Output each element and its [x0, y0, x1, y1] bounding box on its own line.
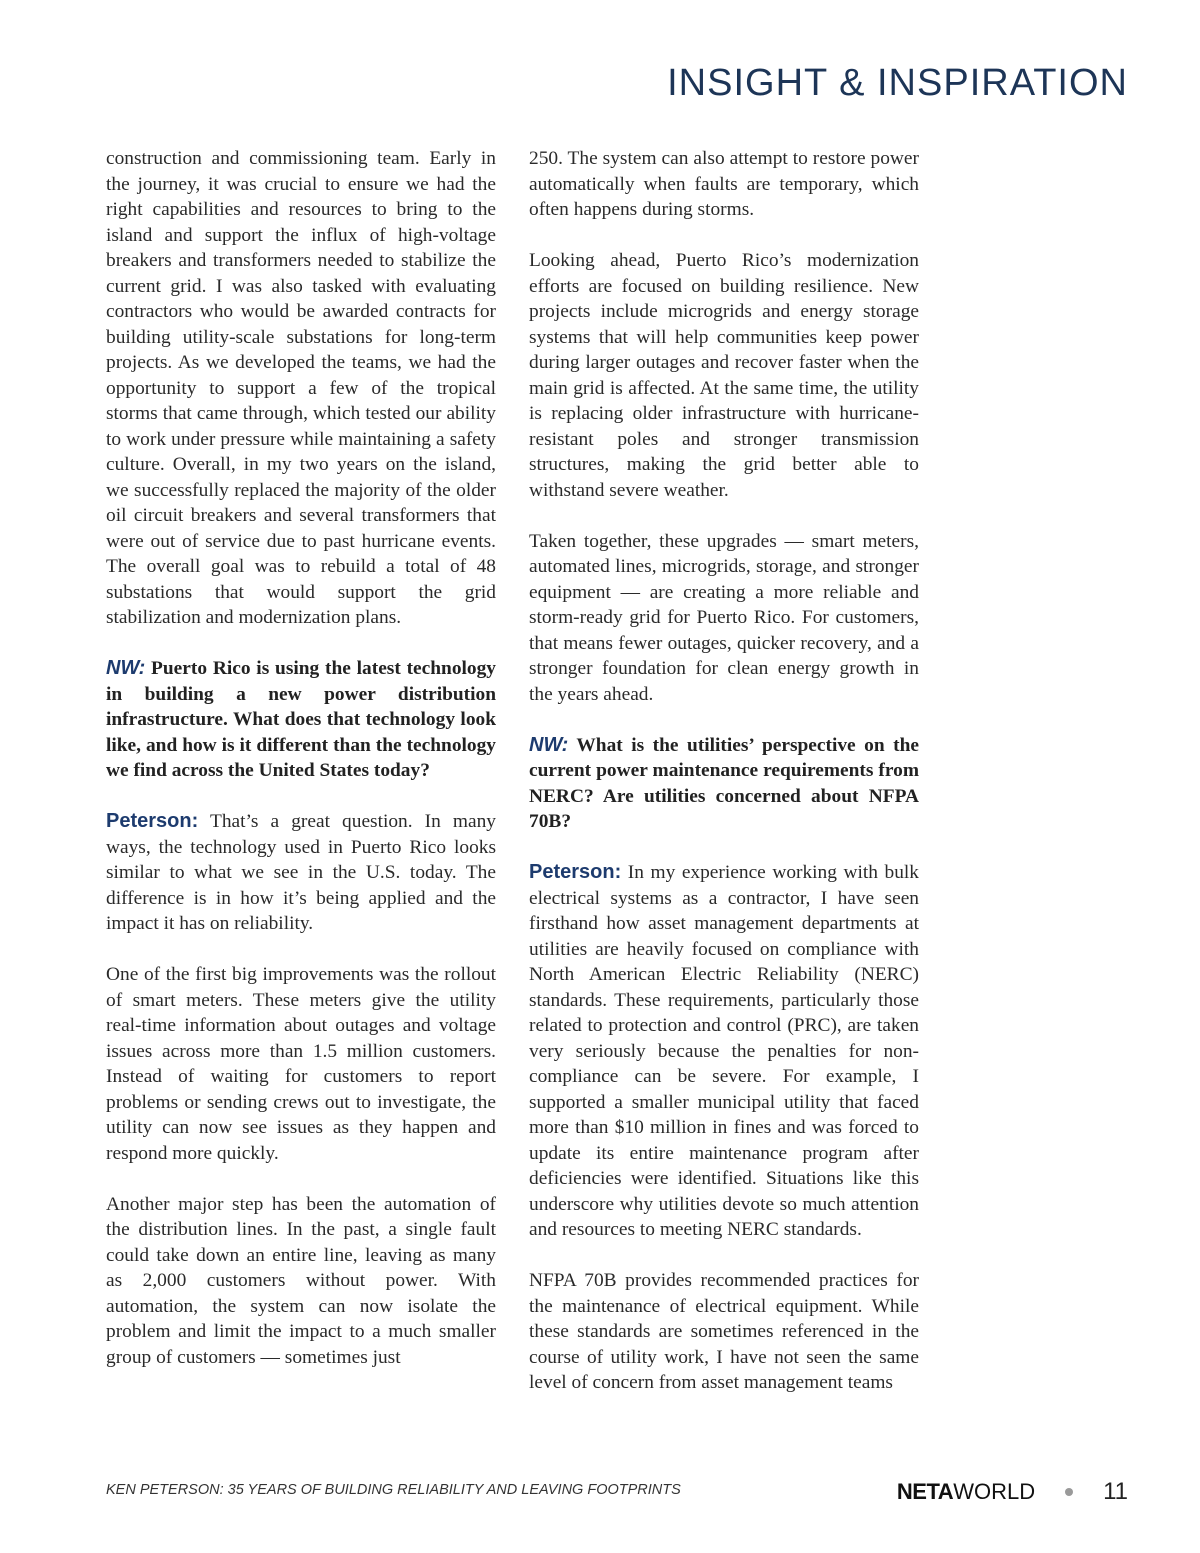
- answer-text: In my experience working with bulk electrical systems as a contractor, I have seen firsthand how asset management departments at utilities are heavily focused on compliance with North American Electric Reliability (NERC) standards. These requirements, particularly those related to protection and control (PRC), are taken very seriously because the penalties for non-compliance can be severe. For example, I supported a smaller municipal utility that faced more than $10 million in fines and was forced to update its entire maintenance program after deficiencies were identified. Situations like this underscore why utilities devote so much attention and resources to meeting NERC standards.: [529, 862, 919, 1240]
- answer-text: That’s a great question. In many ways, the technology used in Puerto Rico looks similar to what we see in the U.S. today. The difference is in how it’s being applied and the impact it has on reliability.: [106, 811, 496, 934]
- page-number: 11: [1103, 1478, 1128, 1505]
- brand-name-light: WORLD: [953, 1479, 1036, 1504]
- paragraph: Another major step has been the automation of the distribution lines. In the past, a single fault could take down an entire line, leaving as many as 2,000 customers without power. With automation, the system can now isolate the problem and limit the impact to a much smaller group of customers — sometimes just: [106, 1193, 496, 1368]
- paragraph: NFPA 70B provides recommended practices for the maintenance of electrical equipment. While these standards are sometimes referenced in the course of utility work, I have not seen the same level of concern from asset management teams: [529, 1270, 919, 1393]
- footer-article-title: KEN PETERSON: 35 YEARS OF BUILDING RELIABILITY AND LEAVING FOOTPRINTS: [106, 1482, 681, 1498]
- speaker-label: Peterson:: [529, 861, 622, 883]
- question-text: Puerto Rico is using the latest technology in building a new power distribution infrastructure. What does that technology look like, and how is it different than the technology we find across the United States today?: [106, 658, 496, 781]
- interview-question: [529, 733, 919, 835]
- speaker-label: Peterson:: [106, 810, 199, 832]
- interview-answer: [529, 860, 919, 1243]
- interview-question: [106, 656, 496, 784]
- question-text: What is the utilities’ perspective on the current power maintenance requirements from NERC? Are utilities concerned about NFPA 70B?: [529, 734, 919, 832]
- paragraph: construction and commissioning team. Early in the journey, it was crucial to ensure we had the right capabilities and resources to bring to the island and support the influx of high-voltage breakers and transformers needed to stabilize the current grid. I was also tasked with evaluating contractors who would be awarded contracts for building utility-scale substations for long-term projects. As we developed the teams, we had the opportunity to support a few of the tropical storms that came through, which tested our ability to work under pressure while maintaining a safety culture. Overall, in my two years on the island, we successfully replaced the majority of the older oil circuit breakers and several transformers that were out of service due to past hurricane events. The overall goal was to rebuild a total of 48 substations that would support the grid stabilization and modernization plans.: [106, 148, 496, 628]
- section-title: INSIGHT & INSPIRATION: [667, 62, 1128, 104]
- footer-brand: [897, 1478, 1128, 1506]
- paragraph: Taken together, these upgrades — smart meters, automated lines, microgrids, storage, and stronger equipment — are creating a more reliable and storm-ready grid for Puerto Rico. For customers, that means fewer outages, quicker recovery, and a stronger foundation for clean energy growth in the years ahead.: [529, 530, 919, 705]
- brand-name-bold: NETA: [896, 1479, 954, 1504]
- left-column: [106, 146, 496, 1396]
- speaker-label: NW:: [106, 657, 146, 679]
- speaker-label: NW:: [529, 733, 569, 756]
- right-column: [529, 146, 919, 1421]
- paragraph: One of the first big improvements was the rollout of smart meters. These meters give the utility real-time information about outages and voltage issues across more than 1.5 million customers. Instead of waiting for customers to report problems or sending crews out to investigate, the utility can now see issues as they happen and respond more quickly.: [106, 964, 496, 1164]
- paragraph: 250. The system can also attempt to restore power automatically when faults are temporary, which often happens during storms.: [529, 148, 919, 220]
- interview-answer: [106, 809, 496, 937]
- separator-dot-icon: [1065, 1488, 1073, 1496]
- paragraph: Looking ahead, Puerto Rico’s modernization efforts are focused on building resilience. New projects include microgrids and energy storage systems that will help communities keep power during larger outages and recover faster when the main grid is affected. At the same time, the utility is replacing older infrastructure with hurricane-resistant poles and stronger transmission structures, making the grid better able to withstand severe weather.: [529, 250, 919, 501]
